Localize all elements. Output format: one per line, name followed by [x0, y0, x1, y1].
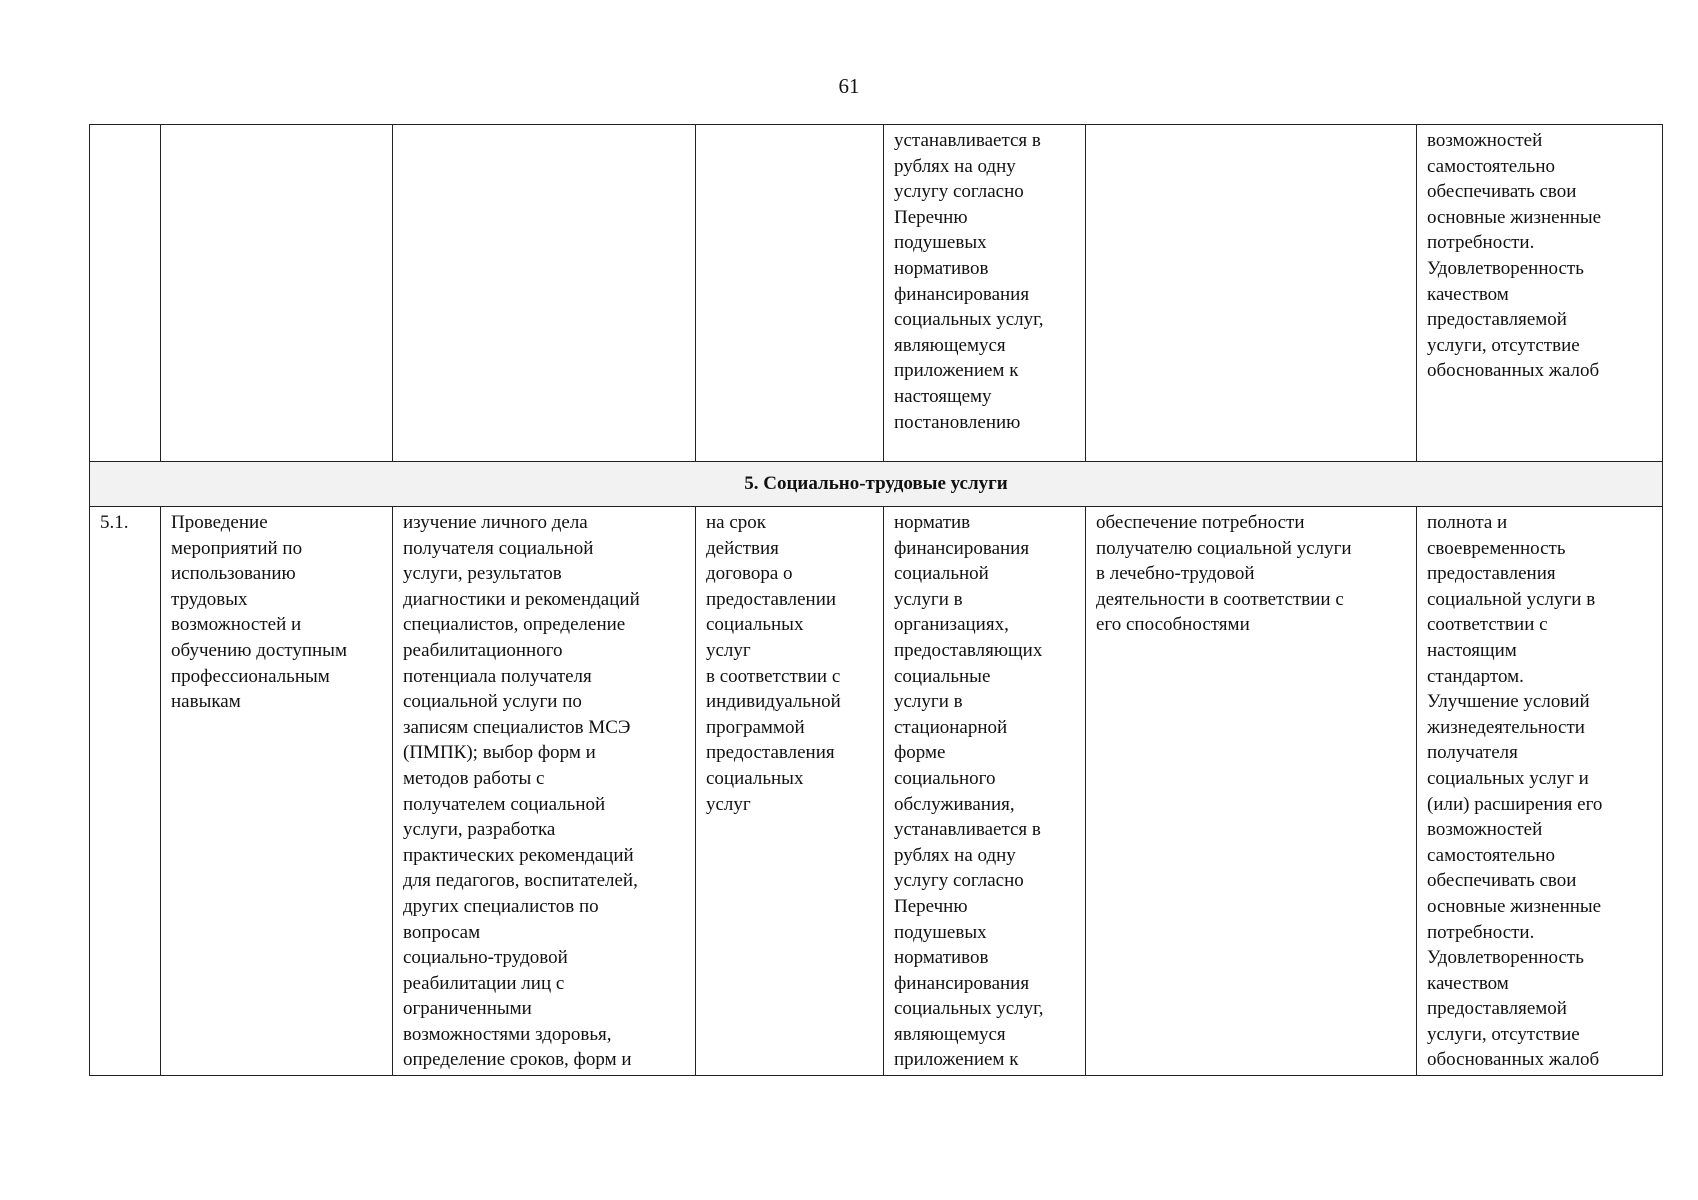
- cell-norm: устанавливается в рублях на одну услугу согласно Перечню подушевых нормативов финансирования социальных услуг, являющемуся приложением к настоящему постановлению: [884, 125, 1086, 462]
- page-number: 61: [838, 74, 860, 98]
- cell-number: 5.1.: [90, 507, 161, 1076]
- cell-evaluation: возможностей самостоятельно обеспечивать свои основные жизненные потребности. Удовлетворенность качеством предоставляемой услуги, отсутствие обоснованных жалоб: [1417, 125, 1663, 462]
- cell-term: [696, 125, 884, 462]
- cell-service-name: [161, 125, 393, 462]
- cell-term: на срок действия договора о предоставлении социальных услуг в соответствии с индивидуальной программой предоставления социальных услуг: [696, 507, 884, 1076]
- cell-indicators: обеспечение потребности получателю социальной услуги в лечебно-трудовой деятельности в соответствии с его способностями: [1086, 507, 1417, 1076]
- service-row: [90, 507, 1663, 1076]
- cell-norm: норматив финансирования социальной услуги в организациях, предоставляющих социальные услуги в стационарной форме социального обслуживания, устанавливается в рублях на одну услугу согласно Перечню подушевых нормативов финансирования социальных услуг, являющемуся приложением к: [884, 507, 1086, 1076]
- section-title: 5. Социально-трудовые услуги: [90, 462, 1663, 507]
- continuation-row: [90, 125, 1663, 462]
- section-header-row: [90, 462, 1663, 507]
- cell-number: [90, 125, 161, 462]
- services-table: [89, 124, 1663, 1076]
- cell-service-name: Проведение мероприятий по использованию трудовых возможностей и обучению доступным профессиональным навыкам: [161, 507, 393, 1076]
- cell-evaluation: полнота и своевременность предоставления социальной услуги в соответствии с настоящим стандартом. Улучшение условий жизнедеятельности получателя социальных услуг и (или) расширения его возможностей самостоятельно обеспечивать свои основные жизненные потребности. Удовлетворенность качеством предоставляемой услуги, отсутствие обоснованных жалоб: [1417, 507, 1663, 1076]
- cell-indicators: [1086, 125, 1417, 462]
- cell-description: изучение личного дела получателя социальной услуги, результатов диагностики и рекомендаций специалистов, определение реабилитационного потенциала получателя социальной услуги по записям специалистов МСЭ (ПМПК); выбор форм и методов работы с получателем социальной услуги, разработка практических рекомендаций для педагогов, воспитателей, других специалистов по вопросам социально-трудовой реабилитации лиц с ограниченными возможностями здоровья, определение сроков, форм и: [393, 507, 696, 1076]
- cell-description: [393, 125, 696, 462]
